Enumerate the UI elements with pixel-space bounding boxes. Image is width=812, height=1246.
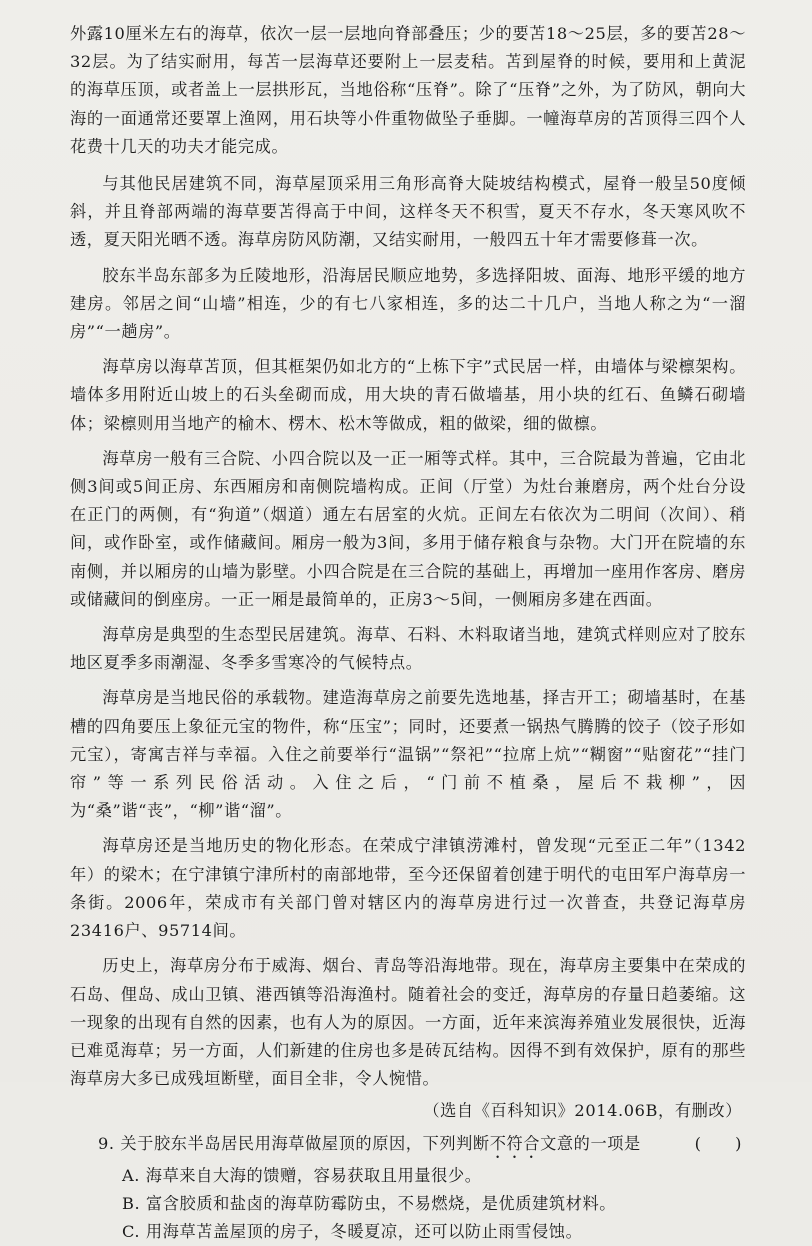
paragraph-3: 胶东半岛东部多为丘陵地形，沿海居民顺应地势，多选择阳坡、面海、地形平缓的地方建房。邻居之间“山墙”相连，少的有七八家相连，多的达二十几户，当地人称之为“一溜房”“一趟房”。 — [70, 265, 746, 342]
question-stem-end: 文意的一项是 — [540, 1133, 641, 1153]
option-a: A. 海草来自大海的馈赠，容易获取且用量很少。 — [122, 1165, 482, 1185]
paragraph-7: 海草房是当地民俗的承载物。建造海草房之前要先选地基，择吉开工；砌墙基时，在基槽的四角要压上象征元宝的物件，称“压宝”；同时，还要煮一锅热气腾腾的饺子（饺子形如元宝），寄寓吉祥与幸福。入住之前要举行“温锅”“祭祀”“拉席上炕”“糊窗”“贴窗花”“挂门帘”等一系列民俗活动。入住之后，“门前不植桑，屋后不栽柳”，因为“桑”谐“丧”，“柳”谐“溜”。 — [70, 688, 746, 821]
paragraph-2: 与其他民居建筑不同，海草屋顶采用三角形高脊大陡坡结构模式，屋脊一般呈50度倾斜，并且脊部两端的海草要苫得高于中间，这样冬天不积雪，夏天不存水，冬天寒风吹不透，夏天阳光晒不透。海草房防风防潮，又结实耐用，一般四五十年才需要修葺一次。 — [70, 174, 746, 250]
answer-blank[interactable]: ( ) — [694, 1133, 742, 1153]
article-source: （选自《百科知识》2014.06B，有删改） — [423, 1101, 742, 1121]
option-b: B. 富含胶质和盐卤的海草防霉防虫，不易燃烧，是优质建筑材料。 — [122, 1193, 617, 1213]
paragraph-1: 外露10厘米左右的海草，依次一层一层地向脊部叠压；少的要苫18～25层，多的要苫28～32层。为了结实耐用，每苫一层海草还要附上一层麦秸。苫到屋脊的时候，要用和上黄泥的海草压顶，或者盖上一层拱形瓦，当地俗称“压脊”。除了“压脊”之外，为了防风，朝向大海的一面通常还要罩上渔网，用石块等小件重物做坠子垂脚。一幢海草房的苫顶得三四个人花费十几天的功夫才能完成。 — [70, 24, 746, 156]
question-stem-emphasis: 不符合 — [489, 1133, 541, 1153]
question-9 — [70, 1130, 746, 1162]
paragraph-8: 海草房还是当地历史的物化形态。在荣成宁津镇涝滩村，曾发现“元至正二年”（1342年）的梁木；在宁津镇宁津所村的南部地带，至今还保留着创建于明代的屯田军户海草房一条街。2006年，荣成市有关部门曾对辖区内的海草房进行过一次普查，共登记海草房23416户、95714间。 — [70, 836, 746, 941]
paragraph-5: 海草房一般有三合院、小四合院以及一正一厢等式样。其中，三合院最为普遍，它由北侧3间或5间正房、东西厢房和南侧院墙构成。正间（厅堂）为灶台兼磨房，两个灶台分设在正门的两侧，有“狗道”（烟道）通左右居室的火炕。正间左右依次为二明间（次间）、稍间，或作卧室，或作储藏间。厢房一般为3间，多用于储存粮食与杂物。大门开在院墙的东南侧，并以厢房的山墙为影壁。小四合院是在三合院的基础上，再增加一座用作客房、磨房或储藏间的倒座房。一正一厢是最简单的，正房3～5间，一侧厢房多建在西面。 — [70, 448, 746, 609]
paragraph-9: 历史上，海草房分布于威海、烟台、青岛等沿海地带。现在，海草房主要集中在荣成的石岛、俚岛、成山卫镇、港西镇等沿海渔村。随着社会的变迁，海草房的存量日趋萎缩。这一现象的出现有自然的因素，也有人为的原因。一方面，近年来滨海养殖业发展很快，近海已难觅海草；另一方面，人们新建的住房也多是砖瓦结构。因得不到有效保护，原有的那些海草房大多已成残垣断壁，面目全非，令人惋惜。 — [70, 956, 746, 1089]
article-body — [70, 20, 746, 1246]
question-stem — [98, 1130, 690, 1162]
question-stem-start: 9. 关于胶东半岛居民用海草做屋顶的原因，下列判断 — [98, 1133, 490, 1153]
paragraph-6: 海草房是典型的生态型民居建筑。海草、石料、木料取诸当地，建筑式样则应对了胶东地区夏季多雨潮湿、冬季多雪寒冷的气候特点。 — [70, 625, 746, 673]
paragraph-4: 海草房以海草苫顶，但其框架仍如北方的“上栋下宇”式民居一样，由墙体与梁檩架构。墙体多用附近山坡上的石头垒砌而成，用大块的青石做墙基，用小块的红石、鱼鳞石砌墙体；梁檩则用当地产的榆木、楞木、松木等做成，粗的做梁，细的做檩。 — [70, 357, 746, 433]
option-c: C. 用海草苫盖屋顶的房子，冬暖夏凉，还可以防止雨雪侵蚀。 — [122, 1221, 583, 1241]
